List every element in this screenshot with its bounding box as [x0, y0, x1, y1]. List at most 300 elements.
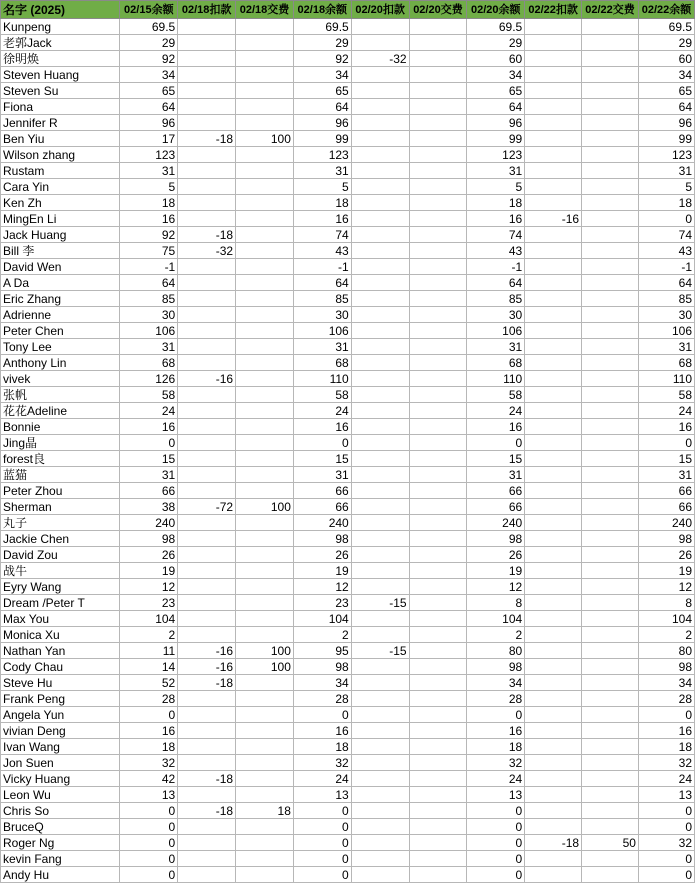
value-cell[interactable]	[178, 403, 236, 419]
value-cell[interactable]: 43	[293, 243, 351, 259]
value-cell[interactable]: 29	[467, 35, 525, 51]
value-cell[interactable]: 5	[638, 179, 694, 195]
value-cell[interactable]: 18	[236, 803, 294, 819]
name-cell[interactable]: MingEn Li	[1, 211, 120, 227]
value-cell[interactable]	[409, 51, 467, 67]
value-cell[interactable]: 106	[293, 323, 351, 339]
value-cell[interactable]: -18	[178, 771, 236, 787]
value-cell[interactable]	[351, 579, 409, 595]
value-cell[interactable]: -1	[638, 259, 694, 275]
value-cell[interactable]: 50	[582, 835, 639, 851]
value-cell[interactable]: 85	[293, 291, 351, 307]
value-cell[interactable]	[351, 179, 409, 195]
value-cell[interactable]	[582, 627, 639, 643]
value-cell[interactable]	[351, 867, 409, 883]
value-cell[interactable]: 110	[638, 371, 694, 387]
value-cell[interactable]: 123	[638, 147, 694, 163]
value-cell[interactable]: 106	[120, 323, 178, 339]
value-cell[interactable]	[525, 291, 582, 307]
value-cell[interactable]: 34	[638, 675, 694, 691]
value-cell[interactable]: 18	[120, 195, 178, 211]
value-cell[interactable]: 31	[293, 339, 351, 355]
value-cell[interactable]	[178, 339, 236, 355]
value-cell[interactable]: 28	[638, 691, 694, 707]
value-cell[interactable]	[409, 195, 467, 211]
value-cell[interactable]	[525, 51, 582, 67]
value-cell[interactable]: 58	[293, 387, 351, 403]
value-cell[interactable]: 42	[120, 771, 178, 787]
value-cell[interactable]	[236, 771, 294, 787]
value-cell[interactable]: 92	[120, 51, 178, 67]
value-cell[interactable]	[582, 339, 639, 355]
value-cell[interactable]	[582, 307, 639, 323]
value-cell[interactable]	[178, 627, 236, 643]
value-cell[interactable]	[409, 643, 467, 659]
value-cell[interactable]	[582, 291, 639, 307]
value-cell[interactable]	[409, 291, 467, 307]
value-cell[interactable]: 69.5	[638, 19, 694, 35]
value-cell[interactable]	[409, 867, 467, 883]
name-cell[interactable]: Jing晶	[1, 435, 120, 451]
value-cell[interactable]	[178, 755, 236, 771]
value-cell[interactable]: 32	[120, 755, 178, 771]
value-cell[interactable]	[351, 707, 409, 723]
value-cell[interactable]: 34	[638, 67, 694, 83]
name-cell[interactable]: Eric Zhang	[1, 291, 120, 307]
value-cell[interactable]	[409, 611, 467, 627]
value-cell[interactable]: 65	[120, 83, 178, 99]
value-cell[interactable]: 31	[293, 467, 351, 483]
value-cell[interactable]	[178, 83, 236, 99]
column-header[interactable]: 02/18余额	[293, 1, 351, 19]
value-cell[interactable]: 28	[293, 691, 351, 707]
value-cell[interactable]	[351, 787, 409, 803]
value-cell[interactable]: 74	[638, 227, 694, 243]
value-cell[interactable]	[409, 835, 467, 851]
value-cell[interactable]	[525, 131, 582, 147]
value-cell[interactable]	[178, 451, 236, 467]
value-cell[interactable]	[236, 307, 294, 323]
value-cell[interactable]	[236, 259, 294, 275]
value-cell[interactable]	[236, 627, 294, 643]
value-cell[interactable]	[582, 131, 639, 147]
value-cell[interactable]: 19	[467, 563, 525, 579]
column-header[interactable]: 02/18交费	[236, 1, 294, 19]
value-cell[interactable]: 15	[638, 451, 694, 467]
value-cell[interactable]: 106	[467, 323, 525, 339]
value-cell[interactable]: 0	[120, 835, 178, 851]
value-cell[interactable]: 0	[293, 867, 351, 883]
value-cell[interactable]	[236, 115, 294, 131]
value-cell[interactable]: 2	[120, 627, 178, 643]
value-cell[interactable]	[525, 691, 582, 707]
name-cell[interactable]: Fiona	[1, 99, 120, 115]
value-cell[interactable]: 0	[467, 835, 525, 851]
name-cell[interactable]: Peter Chen	[1, 323, 120, 339]
value-cell[interactable]	[525, 259, 582, 275]
value-cell[interactable]	[582, 755, 639, 771]
value-cell[interactable]	[236, 675, 294, 691]
value-cell[interactable]	[236, 51, 294, 67]
value-cell[interactable]	[351, 131, 409, 147]
value-cell[interactable]	[409, 147, 467, 163]
value-cell[interactable]	[582, 739, 639, 755]
name-cell[interactable]: Vicky Huang	[1, 771, 120, 787]
value-cell[interactable]: 96	[293, 115, 351, 131]
value-cell[interactable]	[582, 51, 639, 67]
value-cell[interactable]	[409, 851, 467, 867]
value-cell[interactable]: 31	[293, 163, 351, 179]
value-cell[interactable]	[178, 51, 236, 67]
value-cell[interactable]: 16	[638, 723, 694, 739]
value-cell[interactable]: 38	[120, 499, 178, 515]
value-cell[interactable]	[582, 579, 639, 595]
value-cell[interactable]: 0	[293, 851, 351, 867]
value-cell[interactable]	[351, 99, 409, 115]
value-cell[interactable]: 0	[638, 867, 694, 883]
value-cell[interactable]	[525, 563, 582, 579]
value-cell[interactable]: 30	[120, 307, 178, 323]
value-cell[interactable]: 0	[293, 819, 351, 835]
value-cell[interactable]: 13	[638, 787, 694, 803]
name-cell[interactable]: Angela Yun	[1, 707, 120, 723]
column-header[interactable]: 02/22余额	[638, 1, 694, 19]
value-cell[interactable]	[409, 467, 467, 483]
value-cell[interactable]: 30	[467, 307, 525, 323]
value-cell[interactable]	[351, 435, 409, 451]
value-cell[interactable]: 0	[638, 851, 694, 867]
value-cell[interactable]	[409, 547, 467, 563]
value-cell[interactable]: 104	[467, 611, 525, 627]
value-cell[interactable]: 66	[293, 483, 351, 499]
value-cell[interactable]: 65	[467, 83, 525, 99]
value-cell[interactable]	[582, 403, 639, 419]
value-cell[interactable]	[236, 227, 294, 243]
value-cell[interactable]: -18	[178, 675, 236, 691]
value-cell[interactable]	[178, 355, 236, 371]
value-cell[interactable]	[351, 451, 409, 467]
value-cell[interactable]: 16	[120, 211, 178, 227]
value-cell[interactable]: 98	[293, 659, 351, 675]
value-cell[interactable]	[236, 691, 294, 707]
value-cell[interactable]	[178, 691, 236, 707]
value-cell[interactable]	[178, 531, 236, 547]
value-cell[interactable]	[351, 739, 409, 755]
value-cell[interactable]	[236, 147, 294, 163]
value-cell[interactable]	[525, 67, 582, 83]
value-cell[interactable]: 240	[293, 515, 351, 531]
value-cell[interactable]	[178, 211, 236, 227]
value-cell[interactable]: 31	[120, 339, 178, 355]
name-cell[interactable]: Ivan Wang	[1, 739, 120, 755]
value-cell[interactable]	[236, 579, 294, 595]
value-cell[interactable]	[236, 19, 294, 35]
value-cell[interactable]: -1	[120, 259, 178, 275]
value-cell[interactable]: 24	[293, 771, 351, 787]
value-cell[interactable]	[236, 595, 294, 611]
value-cell[interactable]: 34	[467, 67, 525, 83]
value-cell[interactable]: 16	[120, 419, 178, 435]
value-cell[interactable]: 16	[120, 723, 178, 739]
value-cell[interactable]: 0	[467, 851, 525, 867]
value-cell[interactable]: 26	[638, 547, 694, 563]
value-cell[interactable]	[409, 563, 467, 579]
value-cell[interactable]	[525, 771, 582, 787]
value-cell[interactable]: 12	[120, 579, 178, 595]
value-cell[interactable]	[582, 115, 639, 131]
value-cell[interactable]: 31	[467, 339, 525, 355]
value-cell[interactable]: 30	[293, 307, 351, 323]
name-cell[interactable]: Frank Peng	[1, 691, 120, 707]
value-cell[interactable]	[178, 467, 236, 483]
value-cell[interactable]: 43	[638, 243, 694, 259]
value-cell[interactable]: 92	[120, 227, 178, 243]
value-cell[interactable]	[351, 691, 409, 707]
value-cell[interactable]: -18	[525, 835, 582, 851]
value-cell[interactable]: 68	[467, 355, 525, 371]
value-cell[interactable]: 24	[467, 771, 525, 787]
value-cell[interactable]	[582, 35, 639, 51]
value-cell[interactable]: 24	[638, 403, 694, 419]
name-cell[interactable]: Jack Huang	[1, 227, 120, 243]
value-cell[interactable]: 75	[120, 243, 178, 259]
value-cell[interactable]	[525, 339, 582, 355]
value-cell[interactable]	[525, 643, 582, 659]
value-cell[interactable]	[525, 179, 582, 195]
value-cell[interactable]: 98	[638, 659, 694, 675]
name-cell[interactable]: David Wen	[1, 259, 120, 275]
value-cell[interactable]	[178, 787, 236, 803]
value-cell[interactable]	[351, 275, 409, 291]
value-cell[interactable]	[236, 611, 294, 627]
value-cell[interactable]: -15	[351, 643, 409, 659]
value-cell[interactable]	[236, 435, 294, 451]
value-cell[interactable]	[582, 211, 639, 227]
value-cell[interactable]	[351, 291, 409, 307]
value-cell[interactable]: 0	[638, 211, 694, 227]
value-cell[interactable]: 95	[293, 643, 351, 659]
value-cell[interactable]	[582, 595, 639, 611]
name-cell[interactable]: Monica Xu	[1, 627, 120, 643]
value-cell[interactable]	[582, 195, 639, 211]
value-cell[interactable]	[236, 339, 294, 355]
value-cell[interactable]	[178, 563, 236, 579]
value-cell[interactable]	[236, 835, 294, 851]
value-cell[interactable]: 31	[638, 339, 694, 355]
name-cell[interactable]: Adrienne	[1, 307, 120, 323]
value-cell[interactable]	[409, 707, 467, 723]
value-cell[interactable]	[409, 275, 467, 291]
value-cell[interactable]: 60	[638, 51, 694, 67]
value-cell[interactable]: 31	[120, 163, 178, 179]
value-cell[interactable]	[409, 803, 467, 819]
value-cell[interactable]	[525, 627, 582, 643]
value-cell[interactable]: 64	[638, 99, 694, 115]
column-header[interactable]: 02/18扣款	[178, 1, 236, 19]
name-cell[interactable]: Steven Huang	[1, 67, 120, 83]
value-cell[interactable]	[525, 867, 582, 883]
value-cell[interactable]: 240	[467, 515, 525, 531]
name-cell[interactable]: 徐明焕	[1, 51, 120, 67]
value-cell[interactable]: 0	[638, 819, 694, 835]
value-cell[interactable]: 24	[120, 403, 178, 419]
value-cell[interactable]: 92	[293, 51, 351, 67]
value-cell[interactable]	[178, 435, 236, 451]
value-cell[interactable]	[525, 851, 582, 867]
value-cell[interactable]	[525, 579, 582, 595]
value-cell[interactable]	[582, 467, 639, 483]
value-cell[interactable]: 13	[467, 787, 525, 803]
value-cell[interactable]: 80	[638, 643, 694, 659]
value-cell[interactable]	[582, 275, 639, 291]
value-cell[interactable]	[525, 99, 582, 115]
name-cell[interactable]: BruceQ	[1, 819, 120, 835]
value-cell[interactable]	[178, 115, 236, 131]
value-cell[interactable]	[178, 19, 236, 35]
value-cell[interactable]	[525, 243, 582, 259]
value-cell[interactable]: 12	[467, 579, 525, 595]
value-cell[interactable]	[525, 547, 582, 563]
value-cell[interactable]	[236, 867, 294, 883]
value-cell[interactable]	[409, 323, 467, 339]
value-cell[interactable]	[409, 259, 467, 275]
value-cell[interactable]: 60	[467, 51, 525, 67]
value-cell[interactable]: 16	[293, 419, 351, 435]
name-cell[interactable]: A Da	[1, 275, 120, 291]
value-cell[interactable]	[409, 515, 467, 531]
value-cell[interactable]	[525, 531, 582, 547]
value-cell[interactable]: 0	[638, 803, 694, 819]
value-cell[interactable]	[525, 611, 582, 627]
value-cell[interactable]: 18	[638, 195, 694, 211]
value-cell[interactable]	[178, 515, 236, 531]
value-cell[interactable]	[582, 611, 639, 627]
value-cell[interactable]	[178, 707, 236, 723]
value-cell[interactable]	[178, 67, 236, 83]
value-cell[interactable]: 123	[120, 147, 178, 163]
value-cell[interactable]: 31	[638, 467, 694, 483]
value-cell[interactable]	[409, 35, 467, 51]
value-cell[interactable]	[351, 259, 409, 275]
name-cell[interactable]: Andy Hu	[1, 867, 120, 883]
value-cell[interactable]: 104	[120, 611, 178, 627]
value-cell[interactable]: 5	[120, 179, 178, 195]
value-cell[interactable]	[236, 451, 294, 467]
value-cell[interactable]	[178, 851, 236, 867]
value-cell[interactable]: 68	[120, 355, 178, 371]
value-cell[interactable]: 34	[293, 675, 351, 691]
value-cell[interactable]: 0	[293, 707, 351, 723]
name-cell[interactable]: 老郭Jack	[1, 35, 120, 51]
value-cell[interactable]: 0	[293, 803, 351, 819]
value-cell[interactable]	[582, 867, 639, 883]
value-cell[interactable]	[351, 659, 409, 675]
column-header[interactable]: 02/20交费	[409, 1, 467, 19]
value-cell[interactable]: 99	[293, 131, 351, 147]
value-cell[interactable]	[409, 531, 467, 547]
value-cell[interactable]	[351, 803, 409, 819]
name-cell[interactable]: forest良	[1, 451, 120, 467]
value-cell[interactable]	[525, 371, 582, 387]
value-cell[interactable]: 240	[120, 515, 178, 531]
value-cell[interactable]	[409, 387, 467, 403]
name-cell[interactable]: Rustam	[1, 163, 120, 179]
value-cell[interactable]	[236, 723, 294, 739]
name-cell[interactable]: Sherman	[1, 499, 120, 515]
value-cell[interactable]	[409, 579, 467, 595]
name-cell[interactable]: Wilson zhang	[1, 147, 120, 163]
value-cell[interactable]	[351, 67, 409, 83]
value-cell[interactable]	[582, 771, 639, 787]
name-cell[interactable]: Bonnie	[1, 419, 120, 435]
value-cell[interactable]	[582, 179, 639, 195]
value-cell[interactable]: 43	[467, 243, 525, 259]
value-cell[interactable]: -18	[178, 803, 236, 819]
name-cell[interactable]: Dream /Peter T	[1, 595, 120, 611]
value-cell[interactable]: 85	[638, 291, 694, 307]
value-cell[interactable]: 66	[638, 483, 694, 499]
value-cell[interactable]: 26	[467, 547, 525, 563]
value-cell[interactable]	[582, 787, 639, 803]
value-cell[interactable]	[525, 819, 582, 835]
value-cell[interactable]	[582, 659, 639, 675]
name-cell[interactable]: Tony Lee	[1, 339, 120, 355]
value-cell[interactable]: 13	[293, 787, 351, 803]
value-cell[interactable]	[236, 195, 294, 211]
value-cell[interactable]: 0	[467, 867, 525, 883]
value-cell[interactable]	[409, 771, 467, 787]
value-cell[interactable]	[409, 691, 467, 707]
value-cell[interactable]: 26	[293, 547, 351, 563]
value-cell[interactable]: 31	[638, 163, 694, 179]
value-cell[interactable]: 29	[120, 35, 178, 51]
value-cell[interactable]: 58	[638, 387, 694, 403]
value-cell[interactable]: 64	[120, 99, 178, 115]
value-cell[interactable]	[351, 355, 409, 371]
value-cell[interactable]: 16	[467, 211, 525, 227]
value-cell[interactable]	[409, 227, 467, 243]
value-cell[interactable]: 64	[467, 275, 525, 291]
name-cell[interactable]: Jackie Chen	[1, 531, 120, 547]
value-cell[interactable]	[582, 355, 639, 371]
value-cell[interactable]: 0	[638, 435, 694, 451]
value-cell[interactable]: 0	[120, 867, 178, 883]
value-cell[interactable]	[409, 451, 467, 467]
value-cell[interactable]	[351, 19, 409, 35]
value-cell[interactable]	[236, 739, 294, 755]
value-cell[interactable]	[582, 99, 639, 115]
name-cell[interactable]: Jennifer R	[1, 115, 120, 131]
value-cell[interactable]	[236, 355, 294, 371]
value-cell[interactable]: 66	[467, 483, 525, 499]
value-cell[interactable]	[409, 755, 467, 771]
value-cell[interactable]	[582, 723, 639, 739]
value-cell[interactable]	[178, 835, 236, 851]
value-cell[interactable]: 74	[293, 227, 351, 243]
value-cell[interactable]: 64	[120, 275, 178, 291]
value-cell[interactable]	[178, 163, 236, 179]
value-cell[interactable]	[409, 435, 467, 451]
name-cell[interactable]: Max You	[1, 611, 120, 627]
name-cell[interactable]: Anthony Lin	[1, 355, 120, 371]
value-cell[interactable]	[236, 67, 294, 83]
value-cell[interactable]	[409, 371, 467, 387]
value-cell[interactable]: 0	[638, 707, 694, 723]
value-cell[interactable]	[409, 99, 467, 115]
value-cell[interactable]	[351, 83, 409, 99]
value-cell[interactable]	[236, 387, 294, 403]
value-cell[interactable]	[236, 371, 294, 387]
